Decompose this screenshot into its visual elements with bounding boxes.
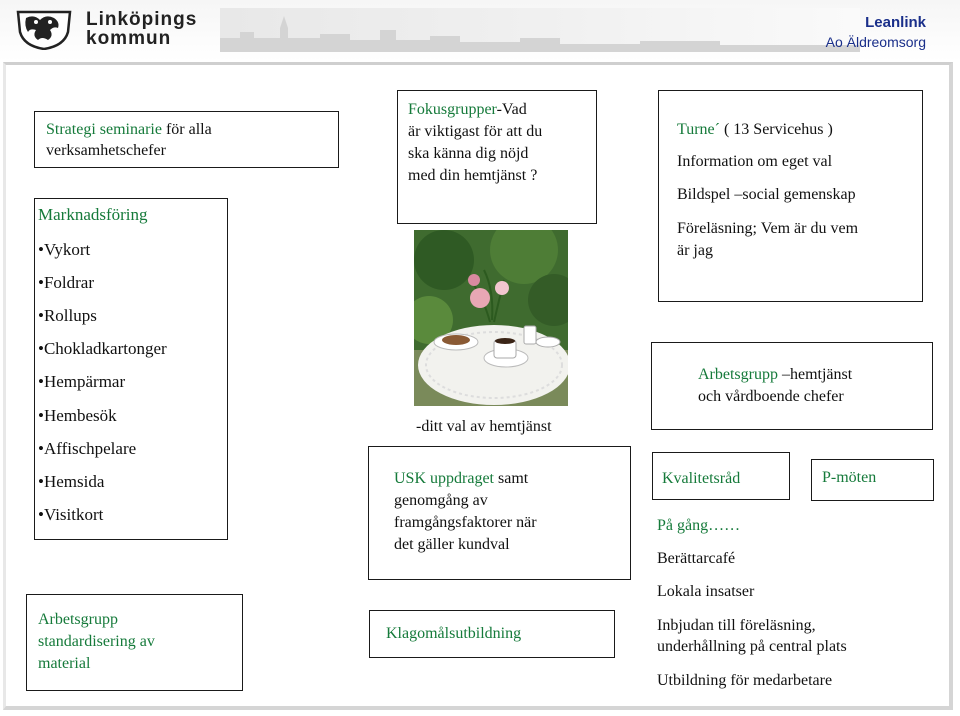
bullet-icon: • — [38, 273, 44, 292]
logo-text — [86, 10, 197, 48]
fokus-rest: -Vad — [496, 101, 527, 118]
municipality-logo — [14, 6, 214, 50]
arbetsgrupp-material-line2: standardisering av — [38, 633, 155, 650]
marknadsforing-item — [38, 406, 117, 426]
marknadsforing-item — [38, 439, 136, 459]
turne-line1 — [677, 120, 833, 140]
marknadsforing-item-label: Rollups — [43, 306, 97, 325]
marknadsforing-item-label: Hembesök — [43, 406, 117, 425]
pmoten-text: P-möten — [822, 469, 877, 486]
logo-text-line1: Linköpings — [86, 9, 198, 30]
lion-crest-icon — [14, 6, 74, 50]
fokus-line4: med din hemtjänst ? — [408, 167, 538, 184]
arbetsgrupp-hemtjanst-rest: –hemtjänst — [781, 366, 853, 383]
pa-gang-item-4: underhållning på central plats — [657, 638, 847, 655]
strategi-text-line2: verksamhetschefer — [46, 142, 166, 159]
usk-line4: det gäller kundval — [394, 536, 510, 553]
brand-title: Leanlink — [865, 14, 926, 31]
bullet-icon: • — [38, 240, 44, 259]
fokus-line1 — [408, 100, 527, 120]
coffee-table-photo — [414, 230, 568, 406]
coffee-table-image — [414, 230, 568, 406]
bullet-icon: • — [38, 406, 44, 425]
brand-subtitle: Ao Äldreomsorg — [825, 34, 926, 50]
arbetsgrupp-hemtjanst-box — [651, 342, 933, 430]
pa-gang-heading: På gång…… — [657, 517, 741, 534]
bullet-icon: • — [38, 306, 44, 325]
kvalitetsrad-text: Kvalitetsråd — [662, 470, 741, 487]
pa-gang-item-1: Berättarcafé — [657, 550, 736, 567]
bullet-icon: • — [38, 372, 44, 391]
turne-rest: ( 13 Servicehus ) — [723, 121, 833, 138]
marknadsforing-item — [38, 273, 94, 293]
marknadsforing-item — [38, 472, 104, 492]
arbetsgrupp-material-line1: Arbetsgrupp — [38, 611, 118, 628]
city-skyline-decoration — [220, 8, 860, 52]
turne-line4: Föreläsning; Vem är du vem — [677, 220, 859, 237]
marknadsforing-item-label: Visitkort — [43, 505, 104, 524]
logo-text-line2: kommun — [86, 28, 172, 49]
turne-line2: Information om eget val — [677, 153, 833, 170]
turne-line3: Bildspel –social gemenskap — [677, 186, 856, 203]
marknadsforing-item-label: Foldrar — [43, 273, 94, 292]
strategi-rest: för alla — [165, 121, 212, 138]
marknadsforing-item-label: Hempärmar — [43, 372, 126, 391]
header-bar — [0, 0, 960, 62]
bullet-icon: • — [38, 439, 44, 458]
turne-line5: är jag — [677, 242, 713, 259]
fokus-line3: ska känna dig nöjd — [408, 145, 529, 162]
marknadsforing-item — [38, 306, 97, 326]
bullet-icon: • — [38, 339, 44, 358]
strategi-green: Strategi seminarie — [46, 121, 162, 138]
marknadsforing-item-label: Vykort — [43, 240, 91, 259]
marknadsforing-item-label: Chokladkartonger — [43, 339, 167, 358]
strategi-text-line1 — [46, 120, 212, 140]
bullet-icon: • — [38, 505, 44, 524]
usk-green: USK uppdraget — [394, 470, 494, 487]
marknadsforing-item — [38, 240, 90, 260]
arbetsgrupp-hemtjanst-line1 — [698, 365, 852, 385]
pa-gang-item-5: Utbildning för medarbetare — [657, 672, 833, 689]
marknadsforing-item-label: Hemsida — [43, 472, 105, 491]
photo-caption: -ditt val av hemtjänst — [416, 418, 552, 435]
marknadsforing-heading: Marknadsföring — [38, 205, 148, 224]
arbetsgrupp-hemtjanst-green: Arbetsgrupp — [698, 366, 778, 383]
fokus-line2: är viktigast för att du — [408, 123, 543, 140]
klagomal-text: Klagomålsutbildning — [386, 625, 522, 642]
marknadsforing-item — [38, 339, 167, 359]
marknadsforing-item-label: Affischpelare — [43, 439, 137, 458]
marknadsforing-item — [38, 505, 103, 525]
usk-line2: genomgång av — [394, 492, 488, 509]
pa-gang-item-3: Inbjudan till föreläsning, — [657, 617, 816, 634]
turne-green: Turne´ — [677, 121, 720, 138]
pa-gang-item-2: Lokala insatser — [657, 583, 755, 600]
usk-rest: samt — [497, 470, 529, 487]
arbetsgrupp-hemtjanst-line2: och vårdboende chefer — [698, 388, 844, 405]
arbetsgrupp-material-line3: material — [38, 655, 91, 672]
marknadsforing-item — [38, 372, 125, 392]
usk-line3: framgångsfaktorer när — [394, 514, 537, 531]
usk-line1 — [394, 469, 528, 489]
bullet-icon: • — [38, 472, 44, 491]
fokus-green: Fokusgrupper — [408, 101, 497, 118]
